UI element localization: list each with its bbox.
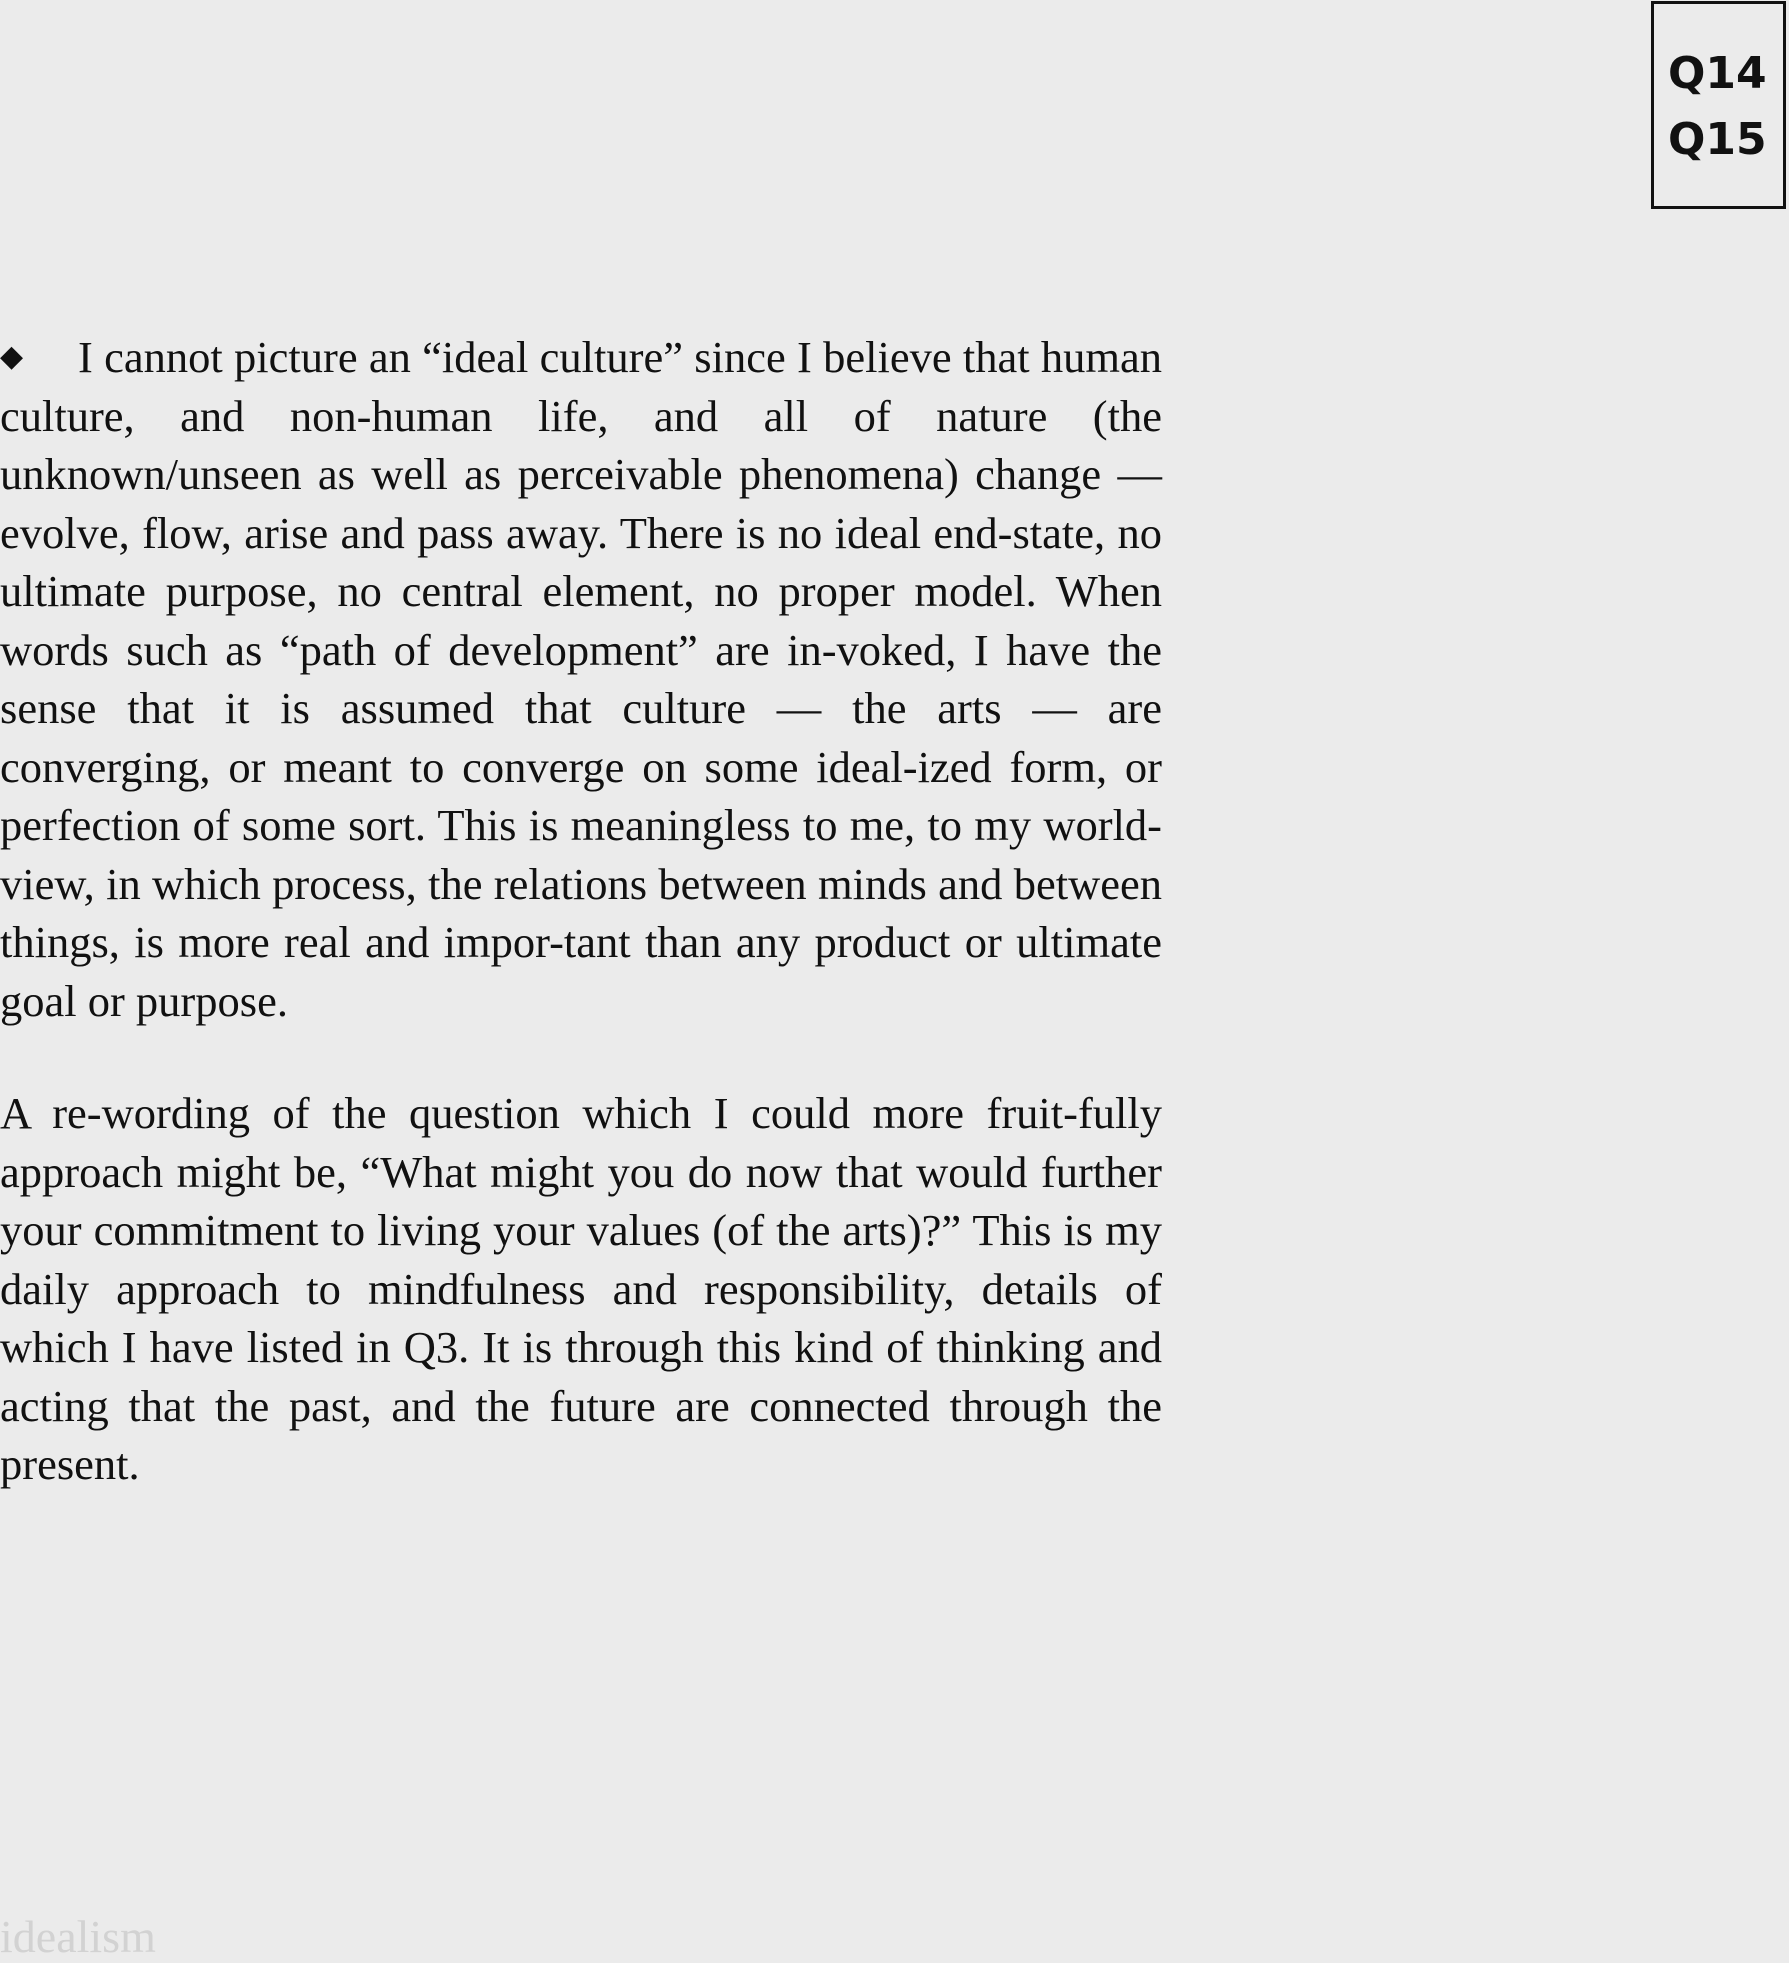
answer-paragraph-2: A re-wording of the question which I could more fruit-fully approach might be, “What might you do now that would further your commitment to living your values (of the arts)?” This is my daily approach to mindfulness and responsibility, details of which I have listed in Q3. It is through this kind of thinking and acting that the past, and the future are connected through the present. — [0, 1088, 1162, 1489]
question-number-box — [1651, 1, 1786, 209]
black-diamond-icon: ◆ — [0, 340, 24, 373]
answer-text — [0, 328, 1162, 1494]
question-label-q15: Q15 — [1668, 114, 1767, 165]
question-label-q14: Q14 — [1668, 48, 1767, 99]
paragraph-1-text: I cannot picture an “ideal culture” since I believe that human culture, and non-human life, and all of nature (the unknown/unseen as well as perceivable phenomena) change — evolve, flow, arise and pass away. There is no ideal end-state, no ultimate purpose, no central element, no proper model. When words such as “path of development” are in-voked, I have the sense that it is assumed that culture — the arts — are converging, or meant to converge on some ideal-ized form, or perfection of some sort. This is meaningless to me, to my world-view, in which process, the relations between minds and between things, is more real and impor-tant than any product or ultimate goal or purpose. — [0, 332, 1162, 1026]
footer-section-label: idealism — [0, 1911, 156, 1962]
answer-paragraph-1 — [0, 328, 1162, 1030]
